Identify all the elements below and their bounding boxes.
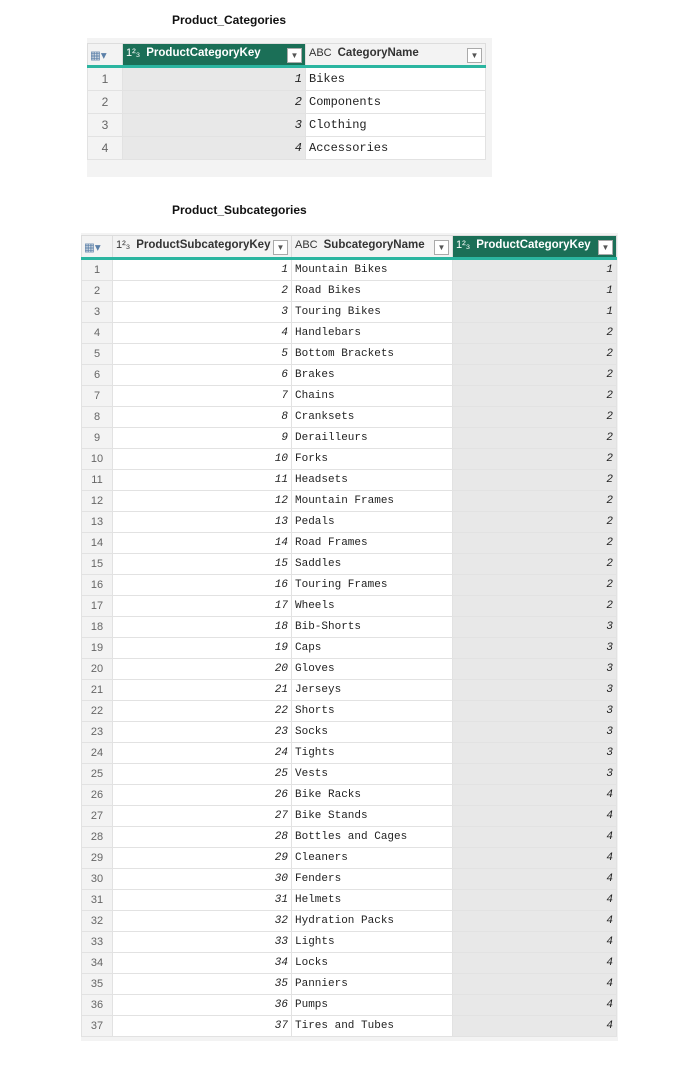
row-number[interactable]: 6 — [82, 365, 113, 386]
row-number[interactable]: 17 — [82, 596, 113, 617]
cell-subcategoryname[interactable]: Lights — [292, 932, 453, 953]
table2-panel — [81, 233, 618, 1041]
row-number[interactable]: 4 — [82, 323, 113, 344]
row-number[interactable]: 35 — [82, 974, 113, 995]
cell-productcategorykey[interactable]: 4 — [453, 806, 617, 827]
cell-subcategoryname[interactable]: Socks — [292, 722, 453, 743]
row-number[interactable]: 5 — [82, 344, 113, 365]
cell-subcategoryname[interactable]: Derailleurs — [292, 428, 453, 449]
cell-subcategoryname[interactable]: Chains — [292, 386, 453, 407]
row-number[interactable]: 1 — [88, 67, 123, 91]
cell-productsubcategorykey[interactable]: 8 — [113, 407, 292, 428]
cell-categoryname[interactable]: Accessories — [306, 137, 486, 160]
row-number[interactable]: 16 — [82, 575, 113, 596]
cell-subcategoryname[interactable]: Brakes — [292, 365, 453, 386]
cell-productsubcategorykey[interactable]: 5 — [113, 344, 292, 365]
cell-productcategorykey[interactable]: 1 — [123, 67, 306, 91]
cell-productsubcategorykey[interactable]: 17 — [113, 596, 292, 617]
cell-subcategoryname[interactable]: Tights — [292, 743, 453, 764]
table-row — [82, 533, 617, 554]
cell-categoryname[interactable]: Clothing — [306, 114, 486, 137]
row-number[interactable]: 27 — [82, 806, 113, 827]
cell-productcategorykey[interactable]: 2 — [453, 344, 617, 365]
cell-subcategoryname[interactable]: Shorts — [292, 701, 453, 722]
filter-dropdown-icon[interactable]: ▼ — [434, 240, 449, 255]
cell-productsubcategorykey[interactable]: 11 — [113, 470, 292, 491]
cell-subcategoryname[interactable]: Saddles — [292, 554, 453, 575]
product-categories-table — [87, 43, 486, 160]
cell-productcategorykey[interactable]: 4 — [453, 848, 617, 869]
table-row — [82, 932, 617, 953]
row-number[interactable]: 30 — [82, 869, 113, 890]
cell-productcategorykey[interactable]: 4 — [453, 911, 617, 932]
column-name: ProductCategoryKey — [146, 46, 261, 59]
cell-productcategorykey[interactable]: 4 — [123, 137, 306, 160]
table-row — [82, 259, 617, 281]
cell-categoryname[interactable]: Components — [306, 91, 486, 114]
cell-productcategorykey[interactable]: 4 — [453, 1016, 617, 1037]
table-row — [82, 407, 617, 428]
cell-productcategorykey[interactable]: 2 — [453, 470, 617, 491]
row-number[interactable]: 20 — [82, 659, 113, 680]
table-row — [82, 470, 617, 491]
row-number[interactable]: 24 — [82, 743, 113, 764]
column-header-categoryname[interactable] — [306, 44, 486, 67]
text-type-icon[interactable]: ABC — [295, 238, 318, 251]
table-row — [82, 428, 617, 449]
column-header-productsubcategorykey[interactable] — [113, 236, 292, 259]
table-row — [88, 137, 486, 160]
row-number[interactable]: 9 — [82, 428, 113, 449]
cell-productcategorykey[interactable]: 1 — [453, 302, 617, 323]
table-row — [82, 596, 617, 617]
cell-productcategorykey[interactable]: 3 — [453, 638, 617, 659]
table-row — [82, 722, 617, 743]
table-row — [82, 281, 617, 302]
row-number[interactable]: 13 — [82, 512, 113, 533]
row-number[interactable]: 4 — [88, 137, 123, 160]
number-type-icon[interactable]: 1²₃ — [116, 238, 131, 251]
cell-subcategoryname[interactable]: Wheels — [292, 596, 453, 617]
cell-productcategorykey[interactable]: 2 — [453, 323, 617, 344]
product-subcategories-table — [81, 235, 617, 1037]
cell-subcategoryname[interactable]: Tires and Tubes — [292, 1016, 453, 1037]
cell-productsubcategorykey[interactable]: 24 — [113, 743, 292, 764]
cell-productcategorykey[interactable]: 4 — [453, 869, 617, 890]
cell-subcategoryname[interactable]: Hydration Packs — [292, 911, 453, 932]
cell-subcategoryname[interactable]: Touring Bikes — [292, 302, 453, 323]
cell-productcategorykey[interactable]: 2 — [453, 428, 617, 449]
row-number[interactable]: 10 — [82, 449, 113, 470]
cell-subcategoryname[interactable]: Bike Stands — [292, 806, 453, 827]
row-number[interactable]: 21 — [82, 680, 113, 701]
cell-productsubcategorykey[interactable]: 6 — [113, 365, 292, 386]
filter-dropdown-icon[interactable]: ▼ — [273, 240, 288, 255]
cell-subcategoryname[interactable]: Jerseys — [292, 680, 453, 701]
row-number[interactable]: 18 — [82, 617, 113, 638]
table-row — [82, 995, 617, 1016]
cell-subcategoryname[interactable]: Headsets — [292, 470, 453, 491]
table-row — [82, 869, 617, 890]
table-row — [82, 365, 617, 386]
cell-productcategorykey[interactable]: 3 — [453, 617, 617, 638]
row-number[interactable]: 1 — [82, 259, 113, 281]
table-row — [82, 680, 617, 701]
cell-productsubcategorykey[interactable]: 29 — [113, 848, 292, 869]
table-row — [82, 911, 617, 932]
column-header-subcategoryname[interactable] — [292, 236, 453, 259]
row-number[interactable]: 36 — [82, 995, 113, 1016]
table-row — [82, 764, 617, 785]
row-number[interactable]: 15 — [82, 554, 113, 575]
cell-productsubcategorykey[interactable]: 2 — [113, 281, 292, 302]
cell-productsubcategorykey[interactable]: 18 — [113, 617, 292, 638]
table-menu-icon[interactable]: ▦▾ — [88, 44, 123, 67]
table1-panel — [87, 38, 492, 177]
table2-title: Product_Subcategories — [172, 203, 307, 217]
row-number[interactable]: 3 — [82, 302, 113, 323]
table-row — [82, 848, 617, 869]
row-number[interactable]: 7 — [82, 386, 113, 407]
table-row — [82, 974, 617, 995]
row-number[interactable]: 8 — [82, 407, 113, 428]
cell-productsubcategorykey[interactable]: 25 — [113, 764, 292, 785]
table-row — [82, 659, 617, 680]
table-row — [82, 890, 617, 911]
row-number[interactable]: 11 — [82, 470, 113, 491]
cell-productsubcategorykey[interactable]: 28 — [113, 827, 292, 848]
row-number[interactable]: 22 — [82, 701, 113, 722]
filter-dropdown-icon[interactable]: ▼ — [287, 48, 302, 63]
table-row — [82, 743, 617, 764]
cell-productcategorykey[interactable]: 3 — [453, 722, 617, 743]
cell-productsubcategorykey[interactable]: 1 — [113, 259, 292, 281]
cell-productcategorykey[interactable]: 2 — [453, 575, 617, 596]
cell-productsubcategorykey[interactable]: 31 — [113, 890, 292, 911]
row-number[interactable]: 23 — [82, 722, 113, 743]
column-name: SubcategoryName — [323, 238, 425, 251]
table-row — [88, 91, 486, 114]
cell-categoryname[interactable]: Bikes — [306, 67, 486, 91]
cell-productsubcategorykey[interactable]: 23 — [113, 722, 292, 743]
table-row — [82, 512, 617, 533]
cell-subcategoryname[interactable]: Forks — [292, 449, 453, 470]
table-row — [82, 554, 617, 575]
row-number[interactable]: 25 — [82, 764, 113, 785]
cell-subcategoryname[interactable]: Panniers — [292, 974, 453, 995]
cell-productcategorykey[interactable]: 2 — [123, 91, 306, 114]
column-name: ProductCategoryKey — [476, 238, 591, 251]
table-row — [82, 638, 617, 659]
cell-productsubcategorykey[interactable]: 12 — [113, 491, 292, 512]
cell-productsubcategorykey[interactable]: 19 — [113, 638, 292, 659]
row-number[interactable]: 2 — [82, 281, 113, 302]
cell-productsubcategorykey[interactable]: 7 — [113, 386, 292, 407]
table1-title: Product_Categories — [172, 13, 287, 27]
table-row — [82, 953, 617, 974]
text-type-icon[interactable]: ABC — [309, 46, 332, 59]
cell-productcategorykey[interactable]: 1 — [453, 259, 617, 281]
cell-subcategoryname[interactable]: Bike Racks — [292, 785, 453, 806]
column-name: CategoryName — [337, 46, 419, 59]
row-number[interactable]: 26 — [82, 785, 113, 806]
number-type-icon[interactable]: 1²₃ — [456, 238, 471, 251]
table-row — [88, 114, 486, 137]
table-row — [82, 386, 617, 407]
cell-subcategoryname[interactable]: Bib-Shorts — [292, 617, 453, 638]
filter-dropdown-icon[interactable]: ▼ — [467, 48, 482, 63]
cell-productcategorykey[interactable]: 4 — [453, 785, 617, 806]
cell-productcategorykey[interactable]: 4 — [453, 995, 617, 1016]
cell-productsubcategorykey[interactable]: 14 — [113, 533, 292, 554]
row-number[interactable]: 31 — [82, 890, 113, 911]
table-row — [82, 701, 617, 722]
cell-productsubcategorykey[interactable]: 22 — [113, 701, 292, 722]
cell-productsubcategorykey[interactable]: 20 — [113, 659, 292, 680]
cell-subcategoryname[interactable]: Handlebars — [292, 323, 453, 344]
cell-productsubcategorykey[interactable]: 13 — [113, 512, 292, 533]
row-number[interactable]: 3 — [88, 114, 123, 137]
cell-productsubcategorykey[interactable]: 9 — [113, 428, 292, 449]
cell-subcategoryname[interactable]: Vests — [292, 764, 453, 785]
cell-productcategorykey[interactable]: 2 — [453, 512, 617, 533]
cell-productsubcategorykey[interactable]: 26 — [113, 785, 292, 806]
table-row — [82, 344, 617, 365]
cell-subcategoryname[interactable]: Road Frames — [292, 533, 453, 554]
table-row — [82, 323, 617, 344]
table-row — [82, 449, 617, 470]
cell-subcategoryname[interactable]: Cranksets — [292, 407, 453, 428]
cell-productcategorykey[interactable]: 3 — [123, 114, 306, 137]
cell-productcategorykey[interactable]: 2 — [453, 386, 617, 407]
cell-productcategorykey[interactable]: 3 — [453, 680, 617, 701]
cell-productcategorykey[interactable]: 2 — [453, 365, 617, 386]
table-row — [88, 67, 486, 91]
column-header-productcategorykey[interactable] — [123, 44, 306, 67]
row-number[interactable]: 32 — [82, 911, 113, 932]
cell-productsubcategorykey[interactable]: 36 — [113, 995, 292, 1016]
cell-subcategoryname[interactable]: Mountain Bikes — [292, 259, 453, 281]
row-number[interactable]: 33 — [82, 932, 113, 953]
cell-subcategoryname[interactable]: Pedals — [292, 512, 453, 533]
cell-subcategoryname[interactable]: Bottom Brackets — [292, 344, 453, 365]
cell-productcategorykey[interactable]: 4 — [453, 890, 617, 911]
cell-productsubcategorykey[interactable]: 30 — [113, 869, 292, 890]
table-row — [82, 806, 617, 827]
table-row — [82, 575, 617, 596]
cell-productsubcategorykey[interactable]: 10 — [113, 449, 292, 470]
cell-subcategoryname[interactable]: Pumps — [292, 995, 453, 1016]
cell-productsubcategorykey[interactable]: 21 — [113, 680, 292, 701]
cell-subcategoryname[interactable]: Fenders — [292, 869, 453, 890]
cell-productsubcategorykey[interactable]: 33 — [113, 932, 292, 953]
cell-productcategorykey[interactable]: 2 — [453, 596, 617, 617]
cell-productcategorykey[interactable]: 2 — [453, 554, 617, 575]
filter-dropdown-icon[interactable]: ▼ — [598, 240, 613, 255]
cell-productcategorykey[interactable]: 2 — [453, 491, 617, 512]
table-row — [82, 1016, 617, 1037]
column-name: ProductSubcategoryKey — [136, 238, 271, 251]
row-number[interactable]: 2 — [88, 91, 123, 114]
cell-productcategorykey[interactable]: 1 — [453, 281, 617, 302]
cell-productcategorykey[interactable]: 3 — [453, 701, 617, 722]
table-row — [82, 302, 617, 323]
cell-productsubcategorykey[interactable]: 3 — [113, 302, 292, 323]
cell-subcategoryname[interactable]: Locks — [292, 953, 453, 974]
cell-productcategorykey[interactable]: 3 — [453, 743, 617, 764]
cell-subcategoryname[interactable]: Touring Frames — [292, 575, 453, 596]
table-menu-icon[interactable]: ▦▾ — [82, 236, 113, 259]
cell-productsubcategorykey[interactable]: 4 — [113, 323, 292, 344]
column-header-productcategorykey[interactable] — [453, 236, 617, 259]
cell-productsubcategorykey[interactable]: 37 — [113, 1016, 292, 1037]
table-row — [82, 827, 617, 848]
cell-productcategorykey[interactable]: 4 — [453, 827, 617, 848]
cell-subcategoryname[interactable]: Mountain Frames — [292, 491, 453, 512]
row-number[interactable]: 14 — [82, 533, 113, 554]
row-number[interactable]: 28 — [82, 827, 113, 848]
table-row — [82, 491, 617, 512]
cell-productcategorykey[interactable]: 4 — [453, 932, 617, 953]
table-row — [82, 785, 617, 806]
cell-productsubcategorykey[interactable]: 34 — [113, 953, 292, 974]
cell-subcategoryname[interactable]: Helmets — [292, 890, 453, 911]
cell-productcategorykey[interactable]: 2 — [453, 407, 617, 428]
cell-productcategorykey[interactable]: 4 — [453, 974, 617, 995]
cell-productcategorykey[interactable]: 2 — [453, 449, 617, 470]
cell-productsubcategorykey[interactable]: 15 — [113, 554, 292, 575]
cell-productsubcategorykey[interactable]: 16 — [113, 575, 292, 596]
row-number[interactable]: 34 — [82, 953, 113, 974]
row-number[interactable]: 37 — [82, 1016, 113, 1037]
cell-subcategoryname[interactable]: Caps — [292, 638, 453, 659]
cell-productsubcategorykey[interactable]: 32 — [113, 911, 292, 932]
cell-productsubcategorykey[interactable]: 35 — [113, 974, 292, 995]
row-number[interactable]: 29 — [82, 848, 113, 869]
cell-productcategorykey[interactable]: 3 — [453, 764, 617, 785]
cell-productcategorykey[interactable]: 2 — [453, 533, 617, 554]
cell-subcategoryname[interactable]: Cleaners — [292, 848, 453, 869]
table-row — [82, 617, 617, 638]
cell-productcategorykey[interactable]: 4 — [453, 953, 617, 974]
cell-subcategoryname[interactable]: Bottles and Cages — [292, 827, 453, 848]
number-type-icon[interactable]: 1²₃ — [126, 46, 141, 59]
row-number[interactable]: 19 — [82, 638, 113, 659]
row-number[interactable]: 12 — [82, 491, 113, 512]
cell-subcategoryname[interactable]: Gloves — [292, 659, 453, 680]
cell-productsubcategorykey[interactable]: 27 — [113, 806, 292, 827]
cell-subcategoryname[interactable]: Road Bikes — [292, 281, 453, 302]
cell-productcategorykey[interactable]: 3 — [453, 659, 617, 680]
